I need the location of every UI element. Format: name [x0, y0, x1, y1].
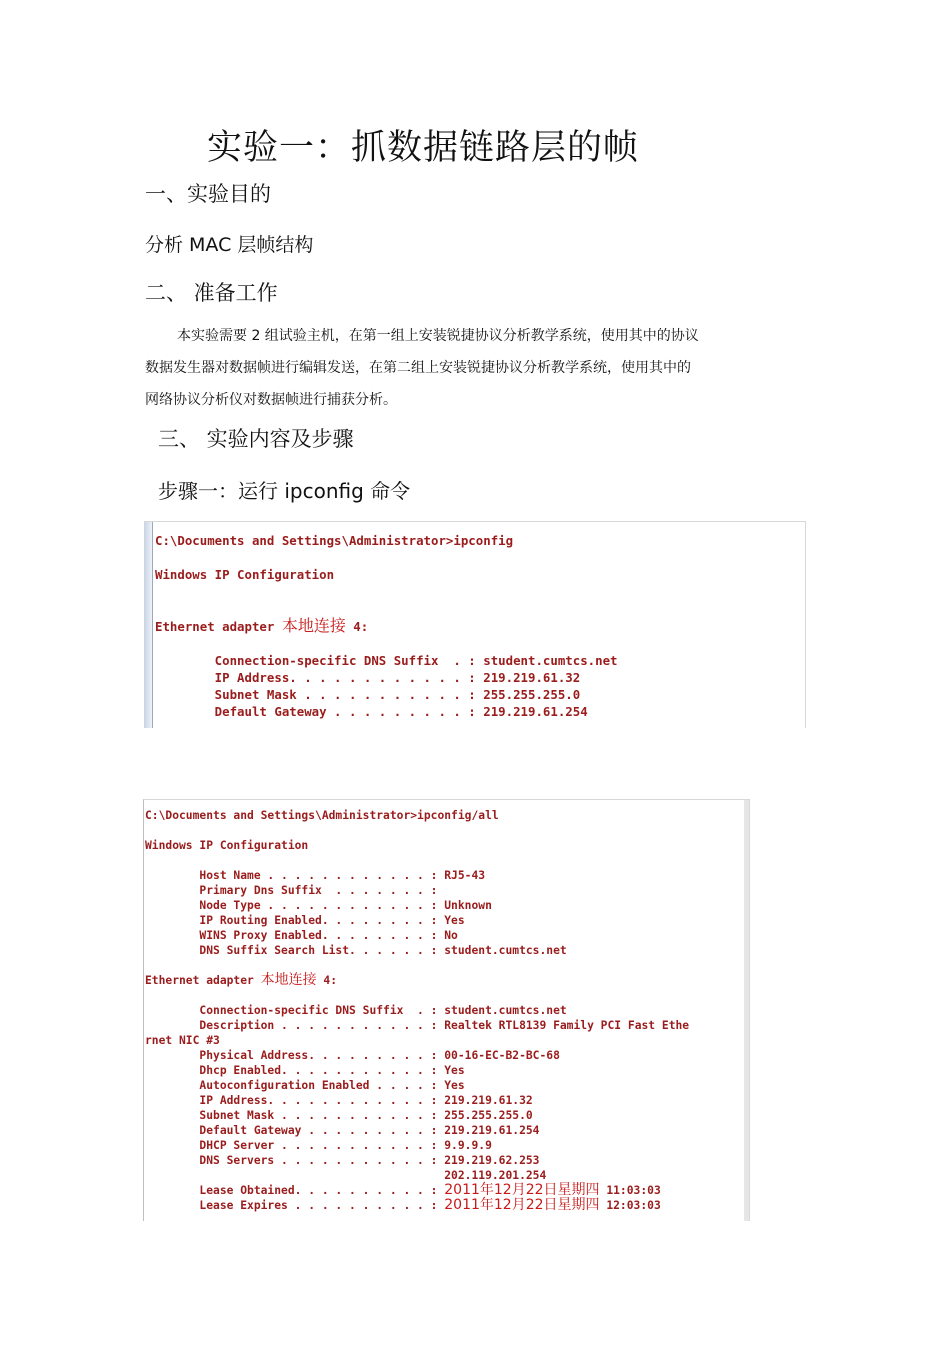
console-row: Connection-specific DNS Suffix . : student.cumtcs.net: [145, 1004, 567, 1017]
console-prompt: C:\Documents and Settings\Administrator>ipconfig: [155, 533, 514, 548]
console-row: Default Gateway . . . . . . . . . : 219.219.61.254: [145, 1124, 540, 1137]
console-row: DNS Suffix Search List. . . . . . : student.cumtcs.net: [145, 944, 567, 957]
ipconfig-all-screenshot: [143, 799, 750, 1221]
console-row: Connection-specific DNS Suffix . : student.cumtcs.net: [155, 653, 618, 668]
section-heading-purpose: 一、实验目的: [145, 182, 271, 206]
paragraph-line: 数据发生器对数据帧进行编辑发送，在第二组上安装锐捷协议分析教学系统，使用其中的: [145, 360, 691, 376]
console-row: Primary Dns Suffix . . . . . . . :: [145, 884, 438, 897]
console-row: Physical Address. . . . . . . . . : 00-16-EC-B2-BC-68: [145, 1049, 560, 1062]
console-row: Dhcp Enabled. . . . . . . . . . . : Yes: [145, 1064, 465, 1077]
step-one-label: 步骤一：运行 ipconfig 命令: [158, 479, 411, 503]
console-heading: Windows IP Configuration: [155, 567, 335, 582]
adapter-line: Ethernet adapter 本地连接 4:: [145, 972, 338, 988]
console-output: [145, 808, 689, 1213]
paragraph-line: 网络协议分析仪对数据帧进行捕获分析。: [145, 392, 397, 408]
console-prompt: C:\Documents and Settings\Administrator>ipconfig/all: [145, 809, 499, 822]
preparation-paragraph: [145, 320, 765, 416]
console-scrollbar: [744, 800, 749, 1221]
console-row: Host Name . . . . . . . . . . . . : RJ5-43: [145, 869, 486, 882]
console-row: 202.119.201.254: [145, 1169, 547, 1182]
page-title: 实验一：抓数据链路层的帧: [207, 128, 640, 168]
console-row: Subnet Mask . . . . . . . . . . . : 255.255.255.0: [145, 1109, 533, 1122]
console-row: Autoconfiguration Enabled . . . . : Yes: [145, 1079, 465, 1092]
console-row: WINS Proxy Enabled. . . . . . . . : No: [145, 929, 458, 942]
console-output: [155, 532, 618, 720]
console-row: IP Address. . . . . . . . . . . . : 219.219.61.32: [155, 670, 581, 685]
ipconfig-screenshot: [144, 521, 806, 728]
console-row: IP Routing Enabled. . . . . . . . : Yes: [145, 914, 465, 927]
section-heading-preparation: 二、 准备工作: [145, 281, 278, 305]
paragraph-line: 本实验需要 2 组试验主机，在第一组上安装锐捷协议分析教学系统，使用其中的协议: [177, 328, 699, 344]
console-row: Description . . . . . . . . . . . : Realtek RTL8139 Family PCI Fast Ethe: [145, 1019, 690, 1032]
console-scrollbar: [144, 522, 153, 728]
console-row: Default Gateway . . . . . . . . . : 219.219.61.254: [155, 704, 588, 719]
purpose-text: 分析 MAC 层帧结构: [145, 234, 314, 256]
console-row: Subnet Mask . . . . . . . . . . . : 255.255.255.0: [155, 687, 581, 702]
console-heading: Windows IP Configuration: [145, 839, 309, 852]
console-row: IP Address. . . . . . . . . . . . : 219.219.61.32: [145, 1094, 533, 1107]
lease-obtained-row: Lease Obtained. . . . . . . . . . : 2011年12月22日星期四 11:03:03: [145, 1182, 661, 1198]
adapter-line: Ethernet adapter 本地连接 4:: [155, 616, 369, 635]
console-row: rnet NIC #3: [145, 1034, 220, 1047]
lease-expires-row: Lease Expires . . . . . . . . . . : 2011年12月22日星期四 12:03:03: [145, 1197, 661, 1213]
console-row: DHCP Server . . . . . . . . . . . : 9.9.9.9: [145, 1139, 492, 1152]
console-row: DNS Servers . . . . . . . . . . . : 219.219.62.253: [145, 1154, 540, 1167]
section-heading-steps: 三、 实验内容及步骤: [158, 427, 354, 451]
console-row: Node Type . . . . . . . . . . . . : Unknown: [145, 899, 492, 912]
